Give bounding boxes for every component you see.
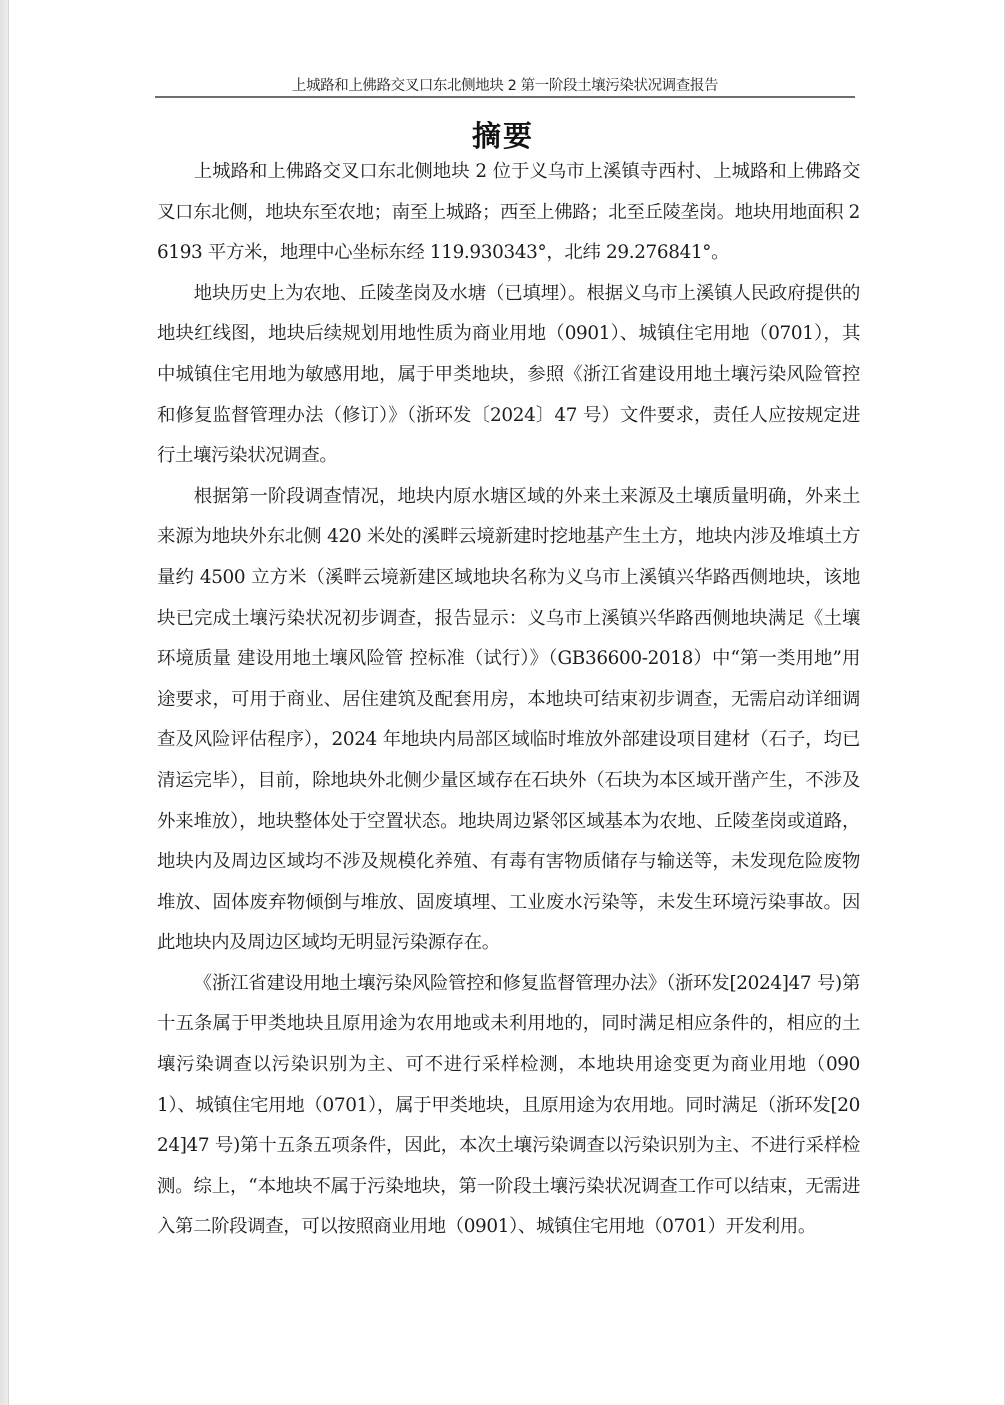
paragraph-site-history: 地块历史上为农地、丘陵垄岗及水塘（已填埋）。根据义乌市上溪镇人民政府提供的地块红线图，地块后续规划用地性质为商业用地（0901）、城镇住宅用地（0701），其中城镇住宅用地为敏感用地，属于甲类地块，参照《浙江省建设用地土壤污染风险管控和修复监督管理办法（修订）》（浙环发〔2024〕47 号）文件要求，责任人应按规定进行土壤污染状况调查。 [157, 282, 860, 467]
abstract-body [157, 152, 860, 1248]
running-header: 上城路和上佛路交叉口东北侧地块 2 第一阶段土壤污染状况调查报告 [291, 78, 719, 94]
viewer-left-edge [0, 0, 9, 1405]
paragraph-site-location: 上城路和上佛路交叉口东北侧地块 2 位于义乌市上溪镇寺西村、上城路和上佛路交叉口东北侧，地块东至农地；南至上城路；西至上佛路；北至丘陵垄岗。地块用地面积 26193 平方米，地理中心坐标东经 119.930343°，北纬 29.276841°。 [157, 161, 860, 264]
paragraph-conclusion: 《浙江省建设用地土壤污染风险管控和修复监督管理办法》（浙环发[2024]47 号)第十五条属于甲类地块且原用途为农用地或未利用地的，同时满足相应条件的，相应的土壤污染调查以污染识别为主、可不进行采样检测，本地块用途变更为商业用地（0901）、城镇住宅用地（0701），属于甲类地块，且原用途为农用地。同时满足（浙环发[2024]47 号)第十五条五项条件，因此，本次土壤污染调查以污染识别为主、不进行采样检测。综上，“本地块不属于污染地块，第一阶段土壤污染状况调查工作可以结束，无需进入第二阶段调查，可以按照商业用地（0901）、城镇住宅用地（0701）开发利用。 [157, 972, 860, 1238]
header-divider [155, 96, 855, 98]
abstract-title: 摘要 [471, 119, 534, 153]
paragraph-investigation-findings: 根据第一阶段调查情况，地块内原水塘区域的外来土来源及土壤质量明确，外来土来源为地块外东北侧 420 米处的溪畔云境新建时挖地基产生土方，地块内涉及堆填土方量约 4500 立方米（溪畔云境新建区域地块名称为义乌市上溪镇兴华路西侧地块，该地块已完成土壤污染状况初步调查，报告显示：义乌市上溪镇兴华路西侧地块满足《土壤环境质量 建设用地土壤风险管 控标准（试行）》（GB36600-2018）中“第一类用地”用途要求，可用于商业、居住建筑及配套用房，本地块可结束初步调查，无需启动详细调查及风险评估程序），2024 年地块内局部区域临时堆放外部建设项目建材（石子，均已清运完毕），目前，除地块外北侧少量区域存在石块外（石块为本区域开凿产生，不涉及外来堆放），地块整体处于空置状态。地块周边紧邻区域基本为农地、丘陵垄岗或道路，地块内及周边区域均不涉及规模化养殖、有毒有害物质储存与输送等，未发现危险废物堆放、固体废弃物倾倒与堆放、固废填埋、工业废水污染等，未发生环境污染事故。因此地块内及周边区域均无明显污染源存在。 [157, 485, 860, 954]
